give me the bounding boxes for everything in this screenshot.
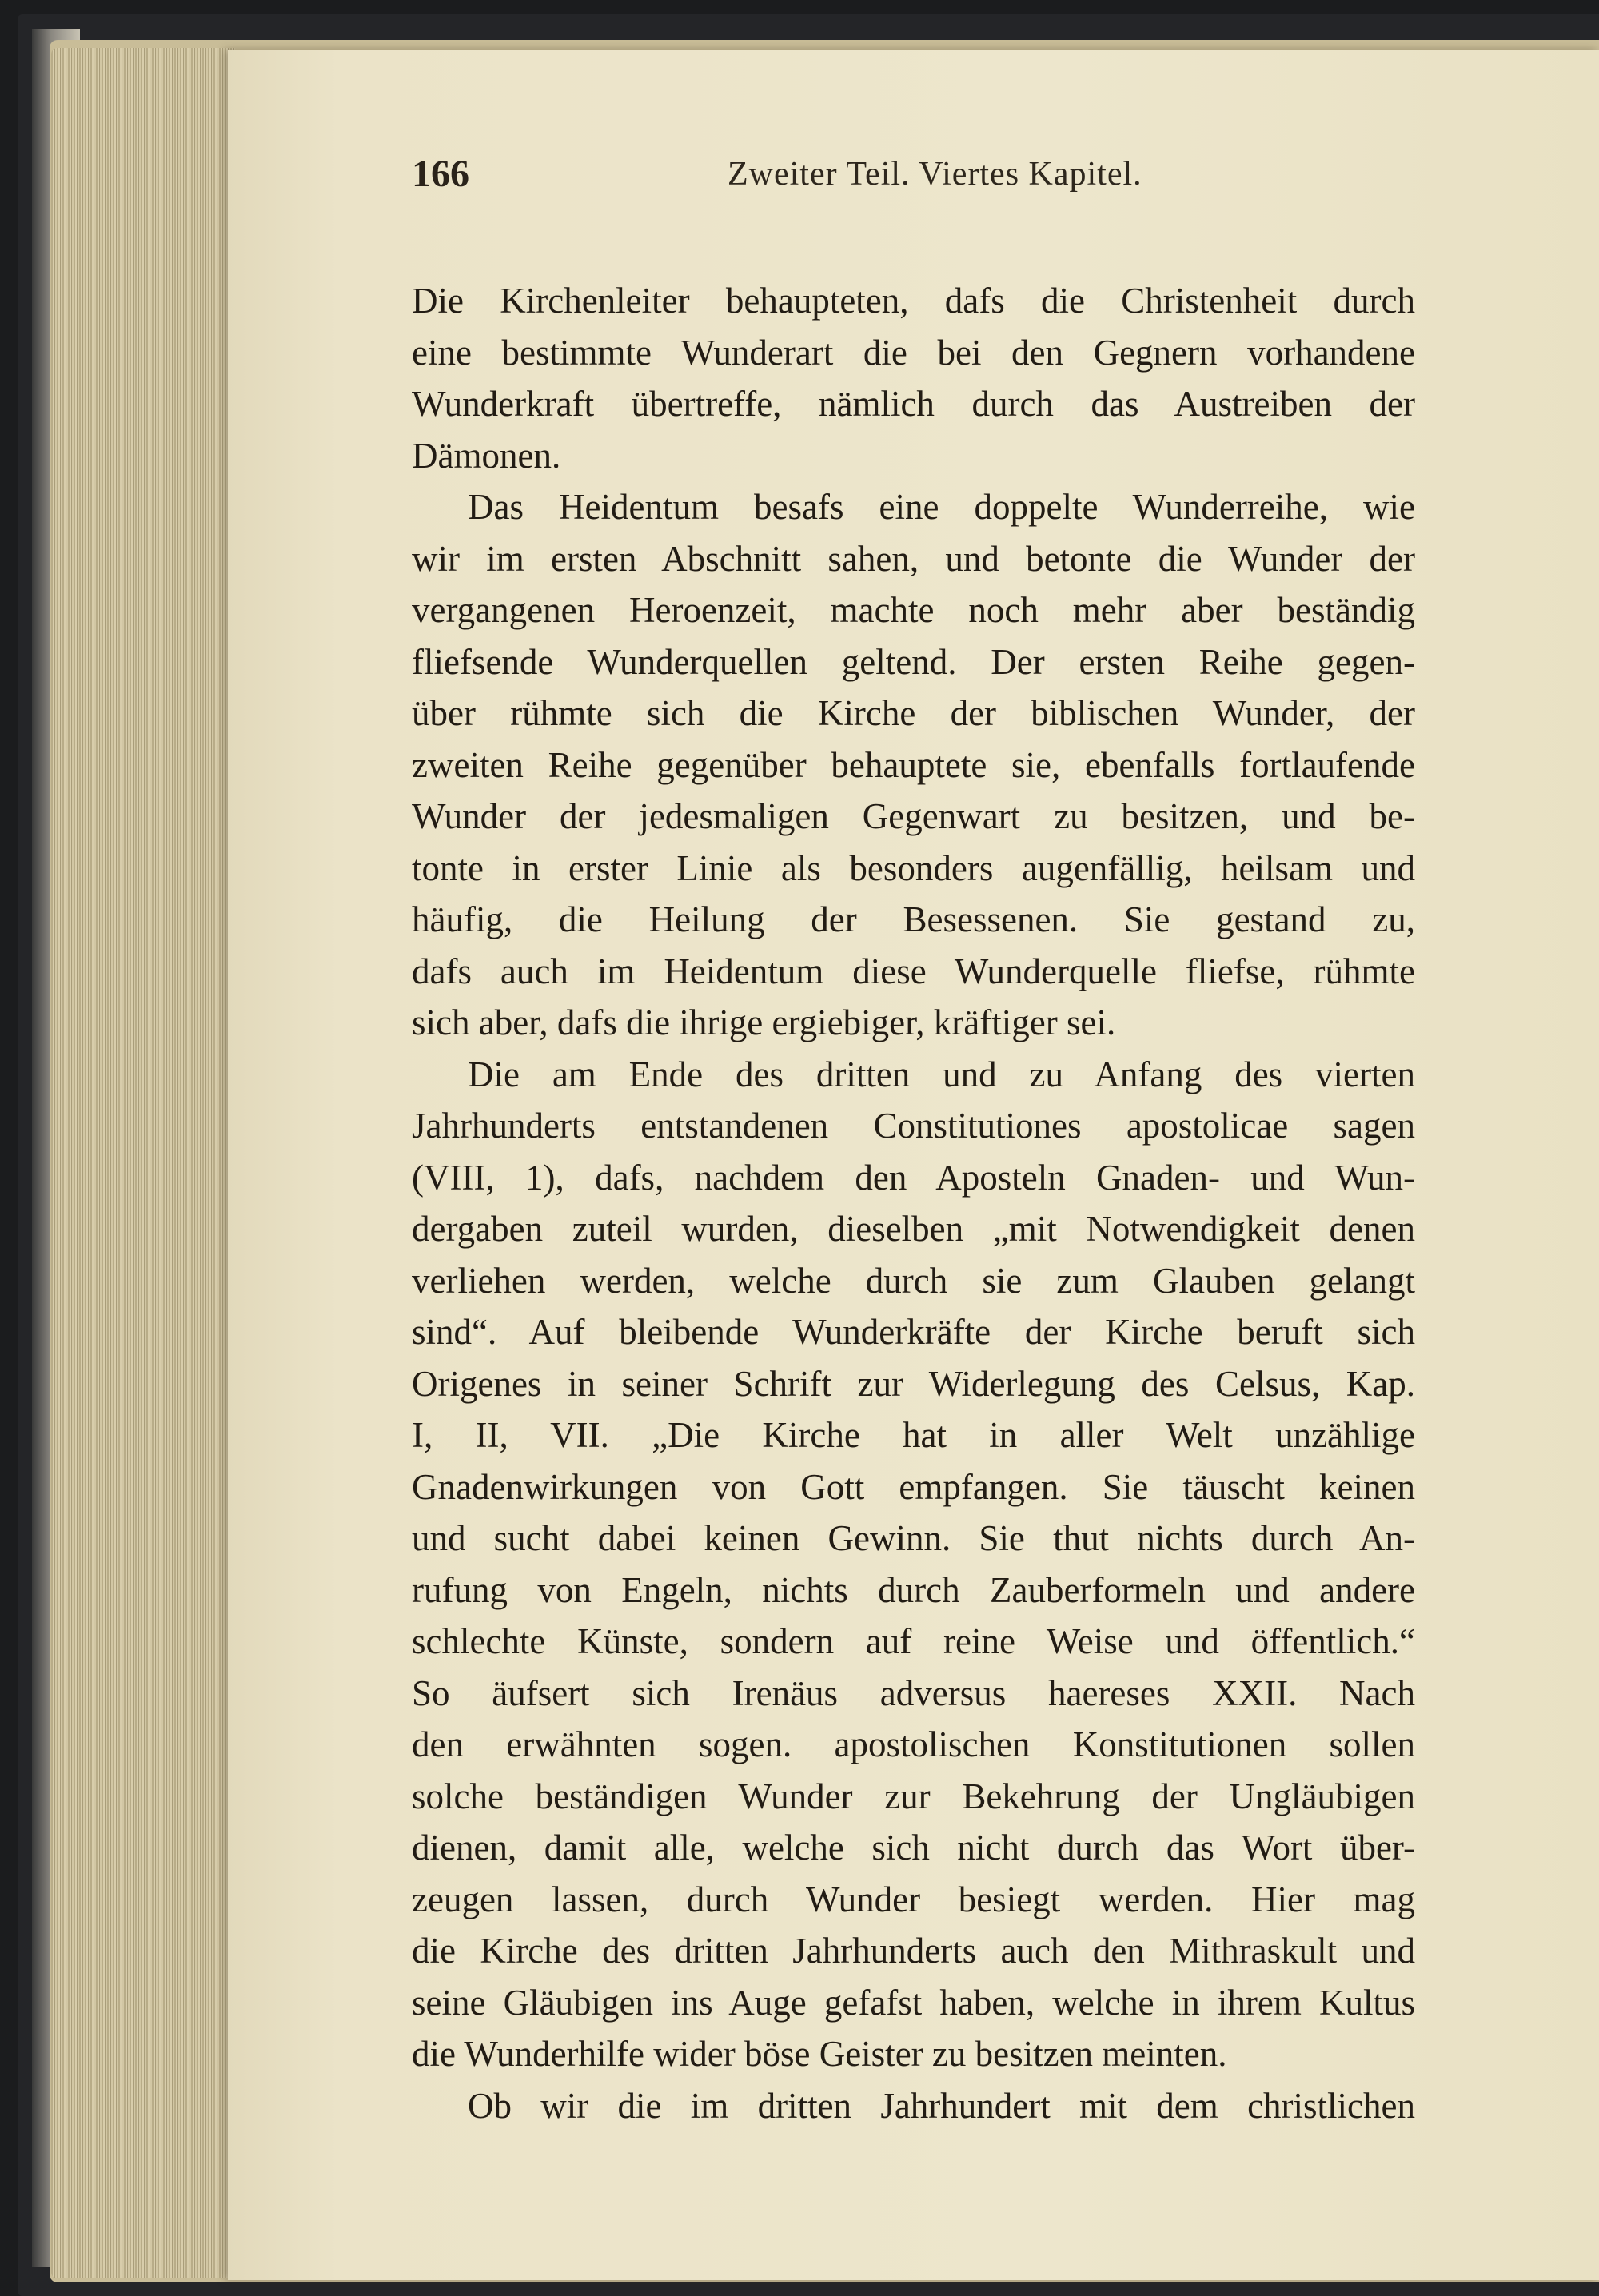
text-line: Das Heidentum besafs eine doppelte Wunderreihe, wie	[468, 487, 1415, 527]
body-text	[412, 275, 1415, 2131]
text-line: So äufsert sich Irenäus adversus haereses XXII. Nach	[412, 1672, 1415, 1713]
text-line: Dämonen.	[412, 435, 561, 476]
book-page	[228, 50, 1599, 2280]
running-head: Zweiter Teil. Viertes Kapitel.	[728, 156, 1142, 193]
text-line: dafs auch im Heidentum diese Wunderquelle fliefse, rühmte	[412, 951, 1415, 991]
text-line: solche beständigen Wunder zur Bekehrung der Ungläubigen	[412, 1776, 1415, 1816]
text-line: über rühmte sich die Kirche der biblischen Wunder, der	[412, 693, 1415, 733]
page-header	[228, 152, 1599, 216]
text-line: rufung von Engeln, nichts durch Zauberformeln und andere	[412, 1569, 1415, 1610]
text-line: und sucht dabei keinen Gewinn. Sie thut nichts durch An-	[412, 1518, 1415, 1558]
text-line: Origenes in seiner Schrift zur Widerlegung des Celsus, Kap.	[412, 1363, 1415, 1404]
text-line: Ob wir die im dritten Jahrhundert mit dem christlichen	[468, 2085, 1415, 2126]
text-line: wir im ersten Abschnitt sahen, und betonte die Wunder der	[412, 538, 1415, 579]
text-line: (VIII, 1), dafs, nachdem den Aposteln Gnaden- und Wun-	[412, 1157, 1415, 1198]
text-line: den erwähnten sogen. apostolischen Konstitutionen sollen	[412, 1724, 1415, 1764]
text-line: zweiten Reihe gegenüber behauptete sie, ebenfalls fortlaufende	[412, 744, 1415, 785]
text-line: Gnadenwirkungen von Gott empfangen. Sie täuscht keinen	[412, 1466, 1415, 1507]
text-line: Wunderkraft übertreffe, nämlich durch das Austreiben der	[412, 384, 1415, 424]
text-line: Die Kirchenleiter behaupteten, dafs die Christenheit durch	[412, 281, 1415, 321]
text-line: vergangenen Heroenzeit, machte noch mehr aber beständig	[412, 590, 1415, 630]
text-line: Jahrhunderts entstandenen Constitutiones apostolicae sagen	[412, 1106, 1415, 1146]
text-line: die Wunderhilfe wider böse Geister zu besitzen meinten.	[412, 2034, 1227, 2074]
text-line: sich aber, dafs die ihrige ergiebiger, kräftiger sei.	[412, 1003, 1116, 1042]
text-line: I, II, VII. „Die Kirche hat in aller Welt unzählige	[412, 1415, 1415, 1455]
text-line: dienen, damit alle, welche sich nicht durch das Wort über-	[412, 1828, 1415, 1867]
text-line: die Kirche des dritten Jahrhunderts auch den Mithraskult und	[412, 1931, 1415, 1971]
text-line: tonte in erster Linie als besonders augenfällig, heilsam und	[412, 847, 1415, 888]
page-number: 166	[412, 153, 469, 195]
text-line: fliefsende Wunderquellen geltend. Der ersten Reihe gegen-	[412, 641, 1415, 682]
text-line: häufig, die Heilung der Besessenen. Sie gestand zu,	[412, 899, 1415, 939]
text-line: eine bestimmte Wunderart die bei den Gegnern vorhandene	[412, 332, 1415, 373]
text-line: Die am Ende des dritten und zu Anfang des vierten	[468, 1054, 1415, 1094]
text-line: sind“. Auf bleibende Wunderkräfte der Kirche beruft sich	[412, 1312, 1415, 1352]
text-line: seine Gläubigen ins Auge gefafst haben, welche in ihrem Kultus	[412, 1982, 1415, 2023]
text-line: zeugen lassen, durch Wunder besiegt werden. Hier mag	[412, 1879, 1415, 1919]
text-line: schlechte Künste, sondern auf reine Weise und öffentlich.“	[412, 1621, 1415, 1661]
text-line: Wunder der jedesmaligen Gegenwart zu besitzen, und be-	[412, 796, 1415, 836]
page-edges	[51, 48, 235, 2278]
text-line: verliehen werden, welche durch sie zum Glauben gelangt	[412, 1260, 1415, 1301]
text-line: dergaben zuteil wurden, dieselben „mit Notwendigkeit denen	[412, 1209, 1415, 1249]
